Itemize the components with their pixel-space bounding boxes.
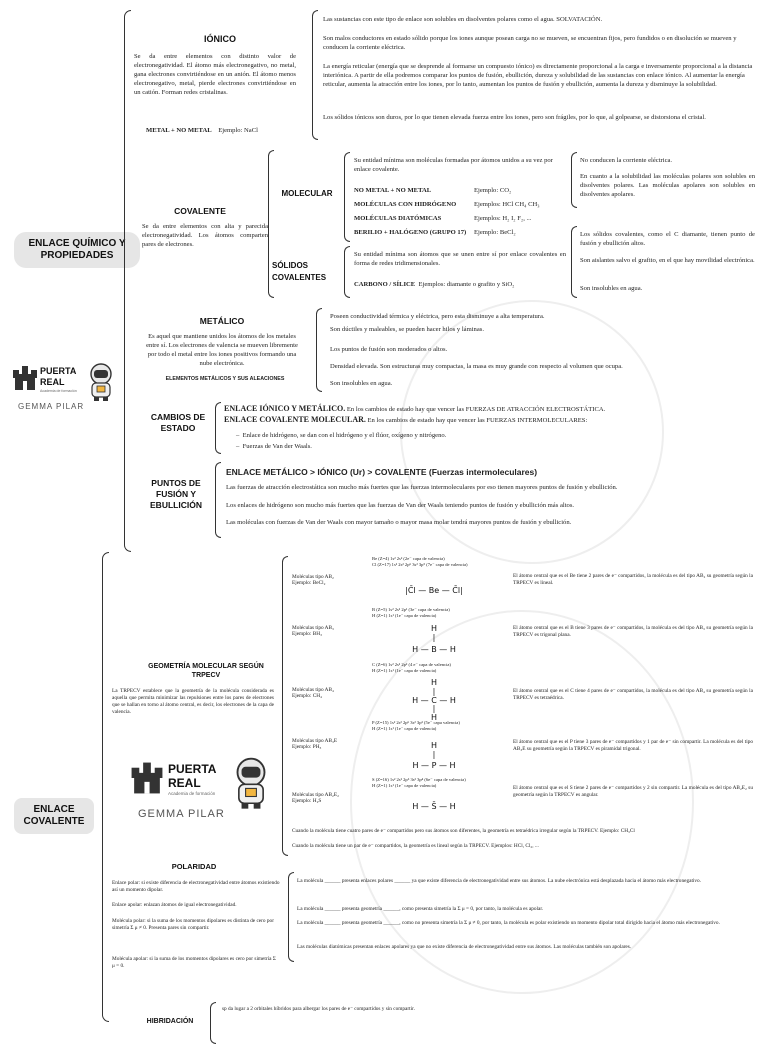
metalico-brace bbox=[316, 308, 322, 392]
mol-1-type: Moléculas tipo AB₂ bbox=[292, 574, 334, 580]
molecular-intro: Su entidad mínima son moléculas formadas por átomos unidos a su vez por enlace covalente. bbox=[354, 157, 553, 173]
geometria-desc: La TRPECV establece que la geometría de la molécula considerada es aquella que permita minimizar las repulsiones entre los pares de electrones que se hallan en torno al átomo central, es decir, los electrones de la capa de valencia. bbox=[112, 688, 274, 715]
puntos-title: PUNTOS DE FUSIÓN Y EBULLICIÓN bbox=[150, 478, 202, 510]
molecular-row-2-val: Ejemplos: HCl CH₄ CH₃ bbox=[474, 201, 540, 208]
mol-3-top-h: H | bbox=[430, 678, 437, 696]
ionico-prop-1: Las sustancias con este tipo de enlace son solubles en disolventes polares como el agua. SOLVATACIÓN. bbox=[323, 16, 603, 23]
molecular-brace bbox=[344, 152, 350, 242]
section2-title-pill bbox=[14, 798, 94, 834]
mol-5-example: Ejemplo: H₂S bbox=[292, 798, 322, 804]
molecular-row-2-key: MOLÉCULAS CON HIDRÓGENO bbox=[354, 201, 457, 208]
metalico-prop-1: Poseen conductividad térmica y eléctrica, pero esta disminuye a alta temperatura. bbox=[330, 313, 545, 320]
mol-5-config-1: S (Z=16) 1s² 2s² 2p⁶ 3s² 3p⁴ (6e⁻ capa de valencia) bbox=[372, 777, 466, 782]
logo-1-brand-bottom: REAL bbox=[40, 377, 65, 387]
metalico-prop-4: Densidad elevada. Son estructuras muy compactas, la masa es muy grande con respecto al volumen que ocupa. bbox=[330, 363, 623, 370]
polaridad-item-3: Molécula polar: si la suma de los momentos dipolares es distinta de cero por simetría Σ μ ≠ 0. Presenta pares sin compartir. bbox=[112, 918, 274, 931]
cambios-line-2-head: ENLACE COVALENTE MOLECULAR. bbox=[224, 415, 366, 424]
logo-1 bbox=[10, 360, 120, 416]
mol-2-config-1: B (Z=5) 1s² 2s² 2p¹ (3e⁻ capa de valencia) bbox=[372, 607, 450, 612]
ionico-formula-text: METAL + NO METAL bbox=[146, 127, 212, 134]
mol-3-example: Ejemplo: CH₄ bbox=[292, 693, 322, 699]
polaridad-right-1: La molécula ______ presenta enlaces polares ______ ya que existe diferencia de electronegatividad entre sus átomos. La nube electrónica está desplazada hacia el átomo más electronegativo. bbox=[297, 878, 702, 884]
ionico-formula bbox=[146, 126, 306, 135]
cambios-bullet-1-text: Enlace de hidrógeno, se dan con el hidrógeno y el flúor, oxígeno y nitrógeno. bbox=[242, 432, 447, 439]
mol-1-explain: El átomo central que es el Be tiene 2 pares de e⁻ compartidos, la molécula es del tipo AB₂ su geometría según la TRPECV es lineal. bbox=[513, 573, 753, 586]
covalente-desc: Se da entre elementos con alta y parecida electronegatividad. Los átomos comparten pares de electrones. bbox=[142, 223, 268, 248]
mol-3-explain: El átomo central que es el C tiene 4 pares de e⁻ compartidos, la molécula es del tipo AB₄ su geometría según la TRPECV es tetraédrica. bbox=[513, 688, 753, 701]
mol-2-top-h: H | bbox=[430, 624, 437, 642]
solidos-formula bbox=[354, 280, 574, 289]
mol-4-example: Ejemplo: PH₃ bbox=[292, 744, 322, 750]
molecular-row-3-key: MOLÉCULAS DIATÓMICAS bbox=[354, 215, 442, 222]
mol-1-example: Ejemplo: BeCl₂ bbox=[292, 580, 326, 586]
molecular-row-1 bbox=[354, 186, 574, 195]
covalente-title: COVALENTE bbox=[174, 206, 226, 216]
solidos-prop-1: Los sólidos covalentes, como el C diamante, tienen punto de fusión y ebullición altos. bbox=[580, 231, 755, 247]
puntos-line-3: Las moléculas con fuerzas de Van der Waals con mayor tamaño o mayor masa molar tendrá mayores puntos de fusión y ebullición. bbox=[226, 519, 572, 526]
mol-5-structure: H — S̄ — H bbox=[412, 802, 456, 811]
polaridad-item-4: Molécula apolar: si la suma de los momentos dipolares es cero por simetría Σ μ = 0. bbox=[112, 956, 276, 969]
molecular-prop-2: En cuanto a la solubilidad las moléculas polares son solubles en disolventes polares. Las moléculas apolares son solubles en disolventes apolares. bbox=[580, 173, 755, 198]
mol-4-structure: H — P — H bbox=[412, 761, 456, 770]
puntos-line-2: Los enlaces de hidrógeno son mucho más fuertes que las fuerzas de Van der Waals teniendo puntos de fusión y ebullición más altos. bbox=[226, 502, 575, 509]
cambios-brace bbox=[215, 402, 221, 454]
geometria-note-2: Cuando la molécula tiene un par de e⁻ compartidos, la geometría es lineal según la TRPECV. Ejemplos: HCl, Cl₂, ... bbox=[292, 843, 539, 849]
ionico-brace bbox=[312, 10, 318, 140]
metalico-title: METÁLICO bbox=[199, 316, 245, 326]
cambios-line-2-text: En los cambios de estado hay que vencer las FUERZAS INTERMOLECULARES: bbox=[367, 417, 588, 424]
puntos-head: ENLACE METÁLICO > IÓNICO (Ur) > COVALENTE (Fuerzas intermoleculares) bbox=[226, 467, 538, 477]
geometria-brace bbox=[282, 556, 288, 856]
mol-3-structure: H — C — H bbox=[412, 696, 456, 705]
metalico-prop-3: Los puntos de fusión son moderados o altos. bbox=[330, 346, 448, 353]
cambios-line-1-text: En los cambios de estado hay que vencer las FUERZAS DE ATRACCIÓN ELECTROSTÁTICA. bbox=[346, 406, 606, 413]
section2-main-brace bbox=[102, 552, 109, 1022]
castle-icon bbox=[130, 760, 164, 796]
logo-1-brand-top: PUERTA bbox=[40, 366, 77, 376]
metalico-desc: Es aquel que mantiene unidos los átomos de los metales entre sí. Los electrones de valencia se mueven libremente por todo el metal entre los iones positivos formando una nube electrónica. bbox=[146, 333, 298, 367]
solidos-formula-text: CARBONO / SÍLICE bbox=[354, 281, 416, 288]
mol-4-top-h: H | bbox=[430, 741, 437, 759]
ionico-title: IÓNICO bbox=[203, 34, 236, 44]
puntos-brace bbox=[215, 462, 221, 538]
hibridacion-brace bbox=[210, 1002, 216, 1044]
logo-2-brand-top: PUERTA bbox=[168, 762, 217, 776]
ionico-prop-4: Los sólidos iónicos son duros, por lo que tienen elevada fuerza entre los iones, pero son frágiles, por lo que, al golpearse, se distorsiona el cristal. bbox=[323, 114, 706, 121]
molecular-label: MOLECULAR bbox=[281, 189, 333, 198]
cambios-line-2 bbox=[224, 415, 754, 425]
mol-1-config-2: Cl (Z=17) 1s² 2s² 2p⁶ 3s² 3p⁵ (7e⁻ capa de valencia) bbox=[372, 562, 468, 567]
mol-4-type: Moléculas tipo AB₃E bbox=[292, 738, 338, 744]
molecular-prop-1: No conducen la corriente eléctrica. bbox=[580, 157, 673, 164]
solidos-brace bbox=[344, 246, 350, 298]
cambios-title: CAMBIOS DE ESTADO bbox=[150, 412, 206, 433]
logo-2-brand-bottom: REAL bbox=[168, 776, 201, 790]
mol-3-config-1: C (Z=6) 1s² 2s² 2p² (4 e⁻ capa de valencia) bbox=[372, 662, 451, 667]
section1-main-brace bbox=[124, 10, 131, 552]
mol-1-structure: |C̄l — Be — C̄l| bbox=[405, 586, 463, 595]
geometria-title: GEOMETRÍA MOLECULAR SEGÚN TRPECV bbox=[148, 663, 264, 679]
molecular-row-2 bbox=[354, 200, 574, 209]
cambios-bullet-2-text: Fuerzas de Van der Waals. bbox=[242, 443, 312, 450]
metalico-prop-5: Son insolubles en agua. bbox=[330, 380, 393, 387]
mol-1-config-1: Be (Z=4) 1s² 2s² (2e⁻ capa de valencia) bbox=[372, 556, 445, 561]
ionico-prop-2: Son malos conductores en estado sólido porque los iones aunque posean carga no se mueven, se encuentran fijos, pero fundidos o en disolución se mueven y conducen la corriente eléctrica. bbox=[323, 35, 737, 51]
molecular-row-3 bbox=[354, 214, 574, 223]
logo-2 bbox=[128, 756, 278, 828]
section1-title-pill bbox=[14, 232, 140, 268]
cambios-bullet-2: – Fuerzas de Van der Waals. bbox=[236, 443, 312, 450]
metalico-sub: ELEMENTOS METÁLICOS Y SUS ALEACIONES bbox=[165, 376, 285, 382]
molecular-row-4-key: BERILIO + HALÓGENO (GRUPO 17) bbox=[354, 229, 467, 236]
solidos-props-brace bbox=[571, 226, 577, 298]
solidos-prop-2: Son aislantes salvo el grafito, en el que hay movilidad electrónica. bbox=[580, 257, 755, 264]
solidos-label: SÓLIDOS COVALENTES bbox=[272, 261, 327, 282]
mol-3-bottom-h: | H bbox=[430, 704, 437, 722]
section1-title: ENLACE QUÍMICO Y PROPIEDADES bbox=[28, 238, 126, 261]
solidos-prop-3: Son insolubles en agua. bbox=[580, 285, 643, 292]
mol-5-explain: El átomo central que es el S tiene 2 pares de e⁻ compartidos y 2 sin compartir. La molécula es del tipo AB₂E₂ su geometría según la TRPECV es angular. bbox=[513, 785, 753, 798]
mol-4-explain: El átomo central que es el P tiene 3 pares de e⁻ compartidos y 1 par de e⁻ sin compartir. La molécula es del tipo AB₃E su geometría según la TRPECV es piramidal trigonal. bbox=[513, 739, 753, 752]
polaridad-item-2: Enlace apolar: enlazan átomos de igual electronegatividad. bbox=[112, 902, 237, 908]
mol-4-config-2: H (Z=1) 1s¹ (1e⁻ capa de valencia) bbox=[372, 726, 437, 731]
puntos-line-1: Las fuerzas de atracción electrostática son mucho más fuertes que las fuerzas intermoleculares por eso tienen mayores puntos de fusión y ebullición. bbox=[226, 484, 618, 491]
section2-title: ENLACE COVALENTE bbox=[23, 804, 85, 827]
cambios-line-1-head: ENLACE IÓNICO Y METÁLICO. bbox=[224, 404, 346, 413]
logo-2-academy: Academia de formación bbox=[168, 791, 216, 796]
polaridad-item-1: Enlace polar: si existe diferencia de electronegatividad entre átomos existiendo así un momento dipolar. bbox=[112, 880, 280, 893]
cambios-line-1 bbox=[224, 404, 754, 414]
polaridad-brace bbox=[288, 872, 294, 962]
ionico-example: Ejemplo: NaCl bbox=[218, 127, 258, 134]
molecular-row-4-val: Ejemplo: BeCl₂ bbox=[474, 229, 516, 236]
castle-icon bbox=[12, 364, 38, 392]
astronaut-icon bbox=[84, 362, 118, 402]
polaridad-title: POLARIDAD bbox=[171, 862, 217, 871]
mol-5-config-2: H (Z=1) 1s¹ (1e⁻ capa de valencia) bbox=[372, 783, 437, 788]
solidos-example: Ejemplos: diamante o grafito y SiO₂ bbox=[418, 281, 515, 288]
molecular-row-1-key: NO METAL + NO METAL bbox=[354, 187, 432, 194]
mol-2-config-2: H (Z=1) 1s¹ (1e⁻ capa de valencia) bbox=[372, 613, 437, 618]
logo-1-author: GEMMA PILAR bbox=[18, 402, 85, 411]
mol-2-explain: El átomo central que es el B tiene 3 pares de e⁻ compartidos, la molécula es del tipo AB₃ su geometría según la TRPECV es trigonal plana. bbox=[513, 625, 753, 638]
astronaut-icon bbox=[228, 756, 274, 810]
polaridad-right-2: La molécula ______ presenta geometría ______, como presenta simetría la Σ μ = 0, por tanto, la molécula es apolar. bbox=[297, 906, 544, 912]
solidos-intro: Su entidad mínima son átomos que se unen entre sí por enlace covalentes en forma de redes tridimensionales. bbox=[354, 251, 566, 267]
mol-5-type: Moléculas tipo AB₂E₂ bbox=[292, 792, 339, 798]
cambios-bullet-1: – Enlace de hidrógeno, se dan con el hidrógeno y el flúor, oxígeno y nitrógeno. bbox=[236, 432, 447, 439]
molecular-row-1-val: Ejemplo: CO₂ bbox=[474, 187, 512, 194]
mol-3-config-2: H (Z=1) 1s¹ (1e⁻ capa de valencia) bbox=[372, 668, 437, 673]
geometria-note-1: Cuando la molécula tiene cuatro pares de e⁻ compartidos pero sus átomos son diferentes, la geometría es tetraédrica irregular según la TRPECV. Ejemplo: CH₃Cl bbox=[292, 828, 635, 834]
molecular-row-4 bbox=[354, 228, 574, 237]
logo-2-author: GEMMA PILAR bbox=[138, 808, 225, 820]
molecular-row-3-val: Ejemplos: H₂ I₂ F₂, ... bbox=[474, 215, 532, 222]
mol-2-structure: H — B — H bbox=[412, 645, 456, 654]
polaridad-right-4: Las moléculas diatómicas presentan enlaces apolares ya que no existe diferencia de electronegatividad entre sus átomos. Las moléculas también son apolares. bbox=[297, 944, 632, 950]
metalico-prop-2: Son dúctiles y maleables, se pueden hacer hilos y láminas. bbox=[330, 326, 484, 333]
hibridacion-line: sp da lugar a 2 orbitales híbridos para albergar los pares de e⁻ compartidos y sin compartir. bbox=[222, 1006, 415, 1012]
molecular-props-brace bbox=[571, 152, 577, 208]
mol-2-type: Moléculas tipo AB₃ bbox=[292, 625, 334, 631]
ionico-desc: Se da entre elementos con distinto valor de electronegatividad. El átomo más electronegativo, no metal, gana electrones convirtiéndose en un anión. El átomo menos electronegativo, metal, pierde electrones convirtiéndose en un catión. Forman redes cristalinas. bbox=[134, 53, 296, 96]
polaridad-right-3: La molécula ______ presenta geometría ______, como no presenta simetría la Σ μ ≠ 0, por tanto, la molécula es polar existiendo un momento dipolar total dirigido hacia el átomo más electronegativo. bbox=[297, 920, 720, 926]
hibridacion-title: HIBRIDACIÓN bbox=[146, 1018, 194, 1025]
ionico-prop-3: La energía reticular (energía que se desprende al formarse un compuesto iónico) es directamente proporcional a la carga e inversamente proporcional a la distancia interiónica. A partir de ella podremos comparar los puntos de fusión, ebullición, dureza y solubilidad de las sustancias con enlace iónico. Al aumentar la energía reticular, aumenta la atracción entre los iones, por lo tanto, aumentan los puntos de fusión y ebullición, aumenta la dureza y disminuye la solubilidad. bbox=[323, 63, 753, 88]
mol-3-type: Moléculas tipo AB₄ bbox=[292, 687, 334, 693]
mol-2-example: Ejemplo: BH₃ bbox=[292, 631, 322, 637]
logo-1-academy: Academia de formación bbox=[40, 389, 77, 393]
mol-4-config-1: P (Z=15) 1s² 2s² 2p⁶ 3s² 3p³ (5e⁻ capa valencia) bbox=[372, 720, 460, 725]
